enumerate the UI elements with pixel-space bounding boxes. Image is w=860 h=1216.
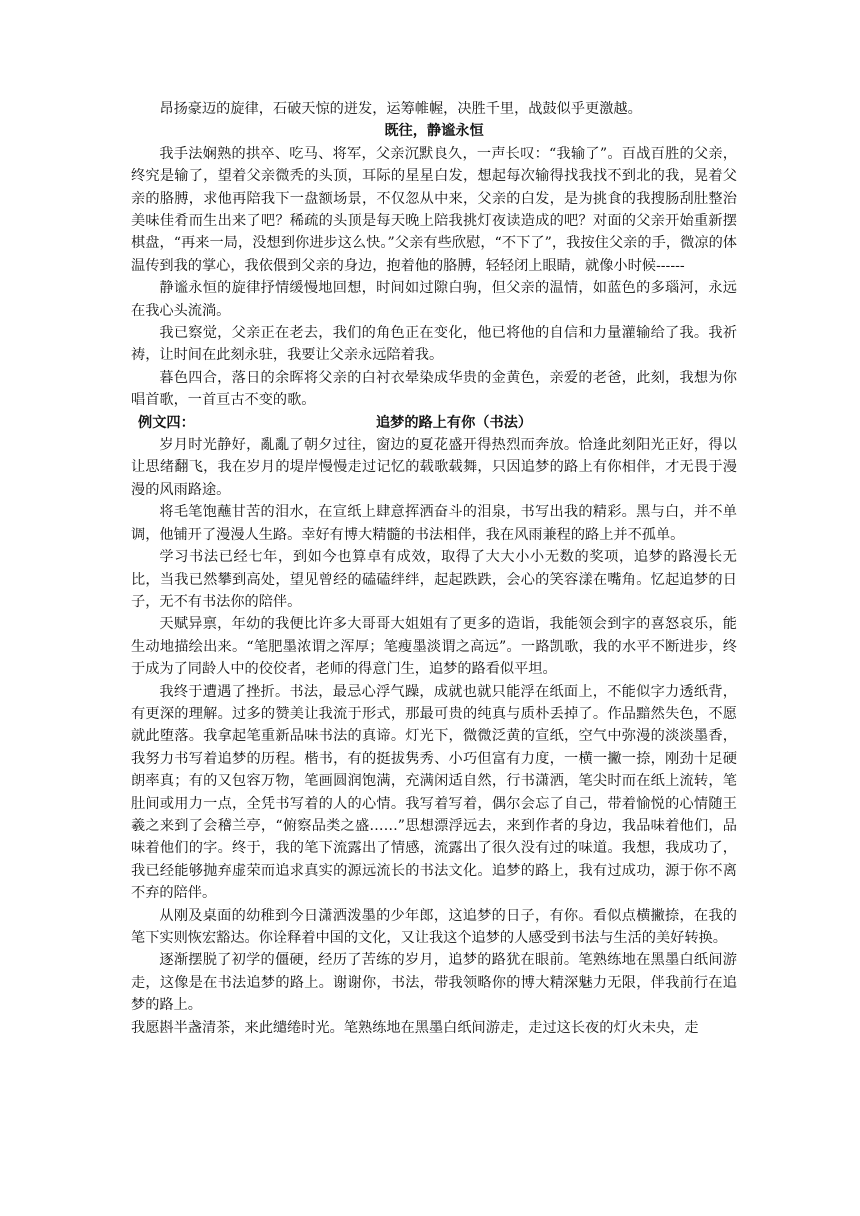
example-label: 例文四： bbox=[138, 414, 195, 431]
paragraph: 天赋异禀，年幼的我便比许多大哥哥大姐姐有了更多的造诣，我能领会到字的喜怒哀乐，能生动地描绘出来。“笔肥墨浓谓之浑厚；笔瘦墨淡谓之高远”。一路凯歌，我的水平不断进步，终于成为了同龄人中的佼佼者，老师的得意门生，追梦的路看似平坦。 bbox=[131, 616, 737, 678]
example-heading-row bbox=[131, 412, 737, 434]
paragraph-last-line: 我愿斟半盏清茶，来此缱绻时光。笔熟练地在黑墨白纸间游走，走过这长夜的灯火未央，走 bbox=[131, 1019, 699, 1036]
paragraph-intro-line: 昂扬豪迈的旋律，石破天惊的迸发，运筹帷幄，决胜千里，战鼓似乎更激越。 bbox=[159, 101, 642, 117]
document-page bbox=[131, 98, 737, 1039]
paragraph: 暮色四合，落日的余晖将父亲的白衬衣晕染成华贵的金黄色，亲爱的老爸，此刻，我想为你唱首歌，一首亘古不变的歌。 bbox=[131, 369, 737, 409]
paragraph: 从刚及桌面的幼稚到今日潇洒泼墨的少年郎，这追梦的日子，有你。看似点横撇捺，在我的笔下实则恢宏豁达。你诠释着中国的文化，又让我这个追梦的人感受到书法与生活的美好转换。 bbox=[131, 907, 737, 947]
section-heading: 既往，静谧永恒 bbox=[384, 123, 484, 140]
paragraph: 岁月时光静好，亂亂了朝夕过往，窗边的夏花盛开得热烈而奔放。恰逢此刻阳光正好，得以让思绪翻飞，我在岁月的堤岸慢慢走过记忆的载歌载舞，只因追梦的路上有你相伴，才无畏于漫漫的风雨路途。 bbox=[131, 437, 737, 498]
paragraph: 逐渐摆脱了初学的僵硬，经历了苦练的岁月，追梦的路犹在眼前。笔熟练地在黑墨白纸间游走，这像是在书法追梦的路上。谢谢你，书法，带我领略你的博大精深魅力无限，伴我前行在追梦的路上。 bbox=[131, 952, 737, 1014]
paragraph: 我手法娴熟的拱卒、吃马、将军，父亲沉默良久，一声长叹：“我输了”。百战百胜的父亲，终究是输了，望着父亲微秃的头顶，耳际的星星白发，想起每次输得找我找不到北的我，晃着父亲的胳膊，求他再陪我下一盘额场景，不仅忽从中来，父亲的白发，是为挑食的我搜肠刮肚整治美味佳肴而生出来了吧？稀疏的头顶是每天晚上陪我挑灯夜读造成的吧？对面的父亲开始重新摆棋盘，“再来一局，没想到你进步这么快。”父亲有些欣慰，“不下了”，我按住父亲的手，微凉的体温传到我的掌心，我依偎到父亲的身边，抱着他的胳膊，轻轻闭上眼睛，就像小时候------ bbox=[131, 145, 737, 274]
paragraph: 学习书法已经七年，到如今也算卓有成效，取得了大大小小无数的奖项，追梦的路漫长无比，当我已然攀到高处，望见曾经的磕磕绊绊，起起跌跌，会心的笑容漾在嘴角。忆起追梦的日子，无不有书法你的陪伴。 bbox=[131, 549, 737, 610]
paragraph: 静谧永恒的旋律抒情缓慢地回想，时间如过隙白驹，但父亲的温情，如蓝色的多瑙河，永远在我心头流淌。 bbox=[131, 280, 737, 319]
example-title: 追梦的路上有你（书法） bbox=[375, 414, 533, 431]
paragraph: 将毛笔饱蘸甘苦的泪水，在宣纸上肆意挥洒奋斗的泪泉，书写出我的精彩。黑与白，并不单调，他铺开了漫漫人生路。幸好有博大精髓的书法相伴，我在风雨兼程的路上并不孤单。 bbox=[131, 504, 737, 543]
paragraph: 我终于遭遇了挫折。书法，最忌心浮气躁，成就也就只能浮在纸面上，不能似字力透纸背，有更深的理解。过多的赞美让我流于形式，那最可贵的纯真与质朴丢掉了。作品黯然失色，不愿就此堕落。我拿起笔重新品味书法的真谛。灯光下，微微泛黄的宣纸，空气中弥漫的淡淡墨香，我努力书写着追梦的历程。楷书，有的挺拔隽秀、小巧但富有力度，一横一撇一捺，刚劲十足硬朗率真；有的又包容万物，笔画圆润饱满，充满闲适自然，行书潇洒，笔尖时而在纸上流转，笔肚间或用力一点，全凭书写着的人的心情。我写着写着，偶尔会忘了自己，带着愉悦的心情随王羲之来到了会稽兰亭，“俯察品类之盛……”思想漂浮远去，来到作者的身边，我品味着他们，品味着他们的字。终于，我的笔下流露出了情感，流露出了很久没有过的味道。我想，我成功了，我已经能够抛弃虚荣而追求真实的源远流长的书法文化。追梦的路上，我有过成功，源于你不离不弃的陪伴。 bbox=[131, 683, 737, 902]
paragraph: 我已察觉，父亲正在老去，我们的角色正在变化，他已将他的自信和力量灌输给了我。我祈祷，让时间在此刻永驻，我要让父亲永远陪着我。 bbox=[131, 325, 737, 364]
